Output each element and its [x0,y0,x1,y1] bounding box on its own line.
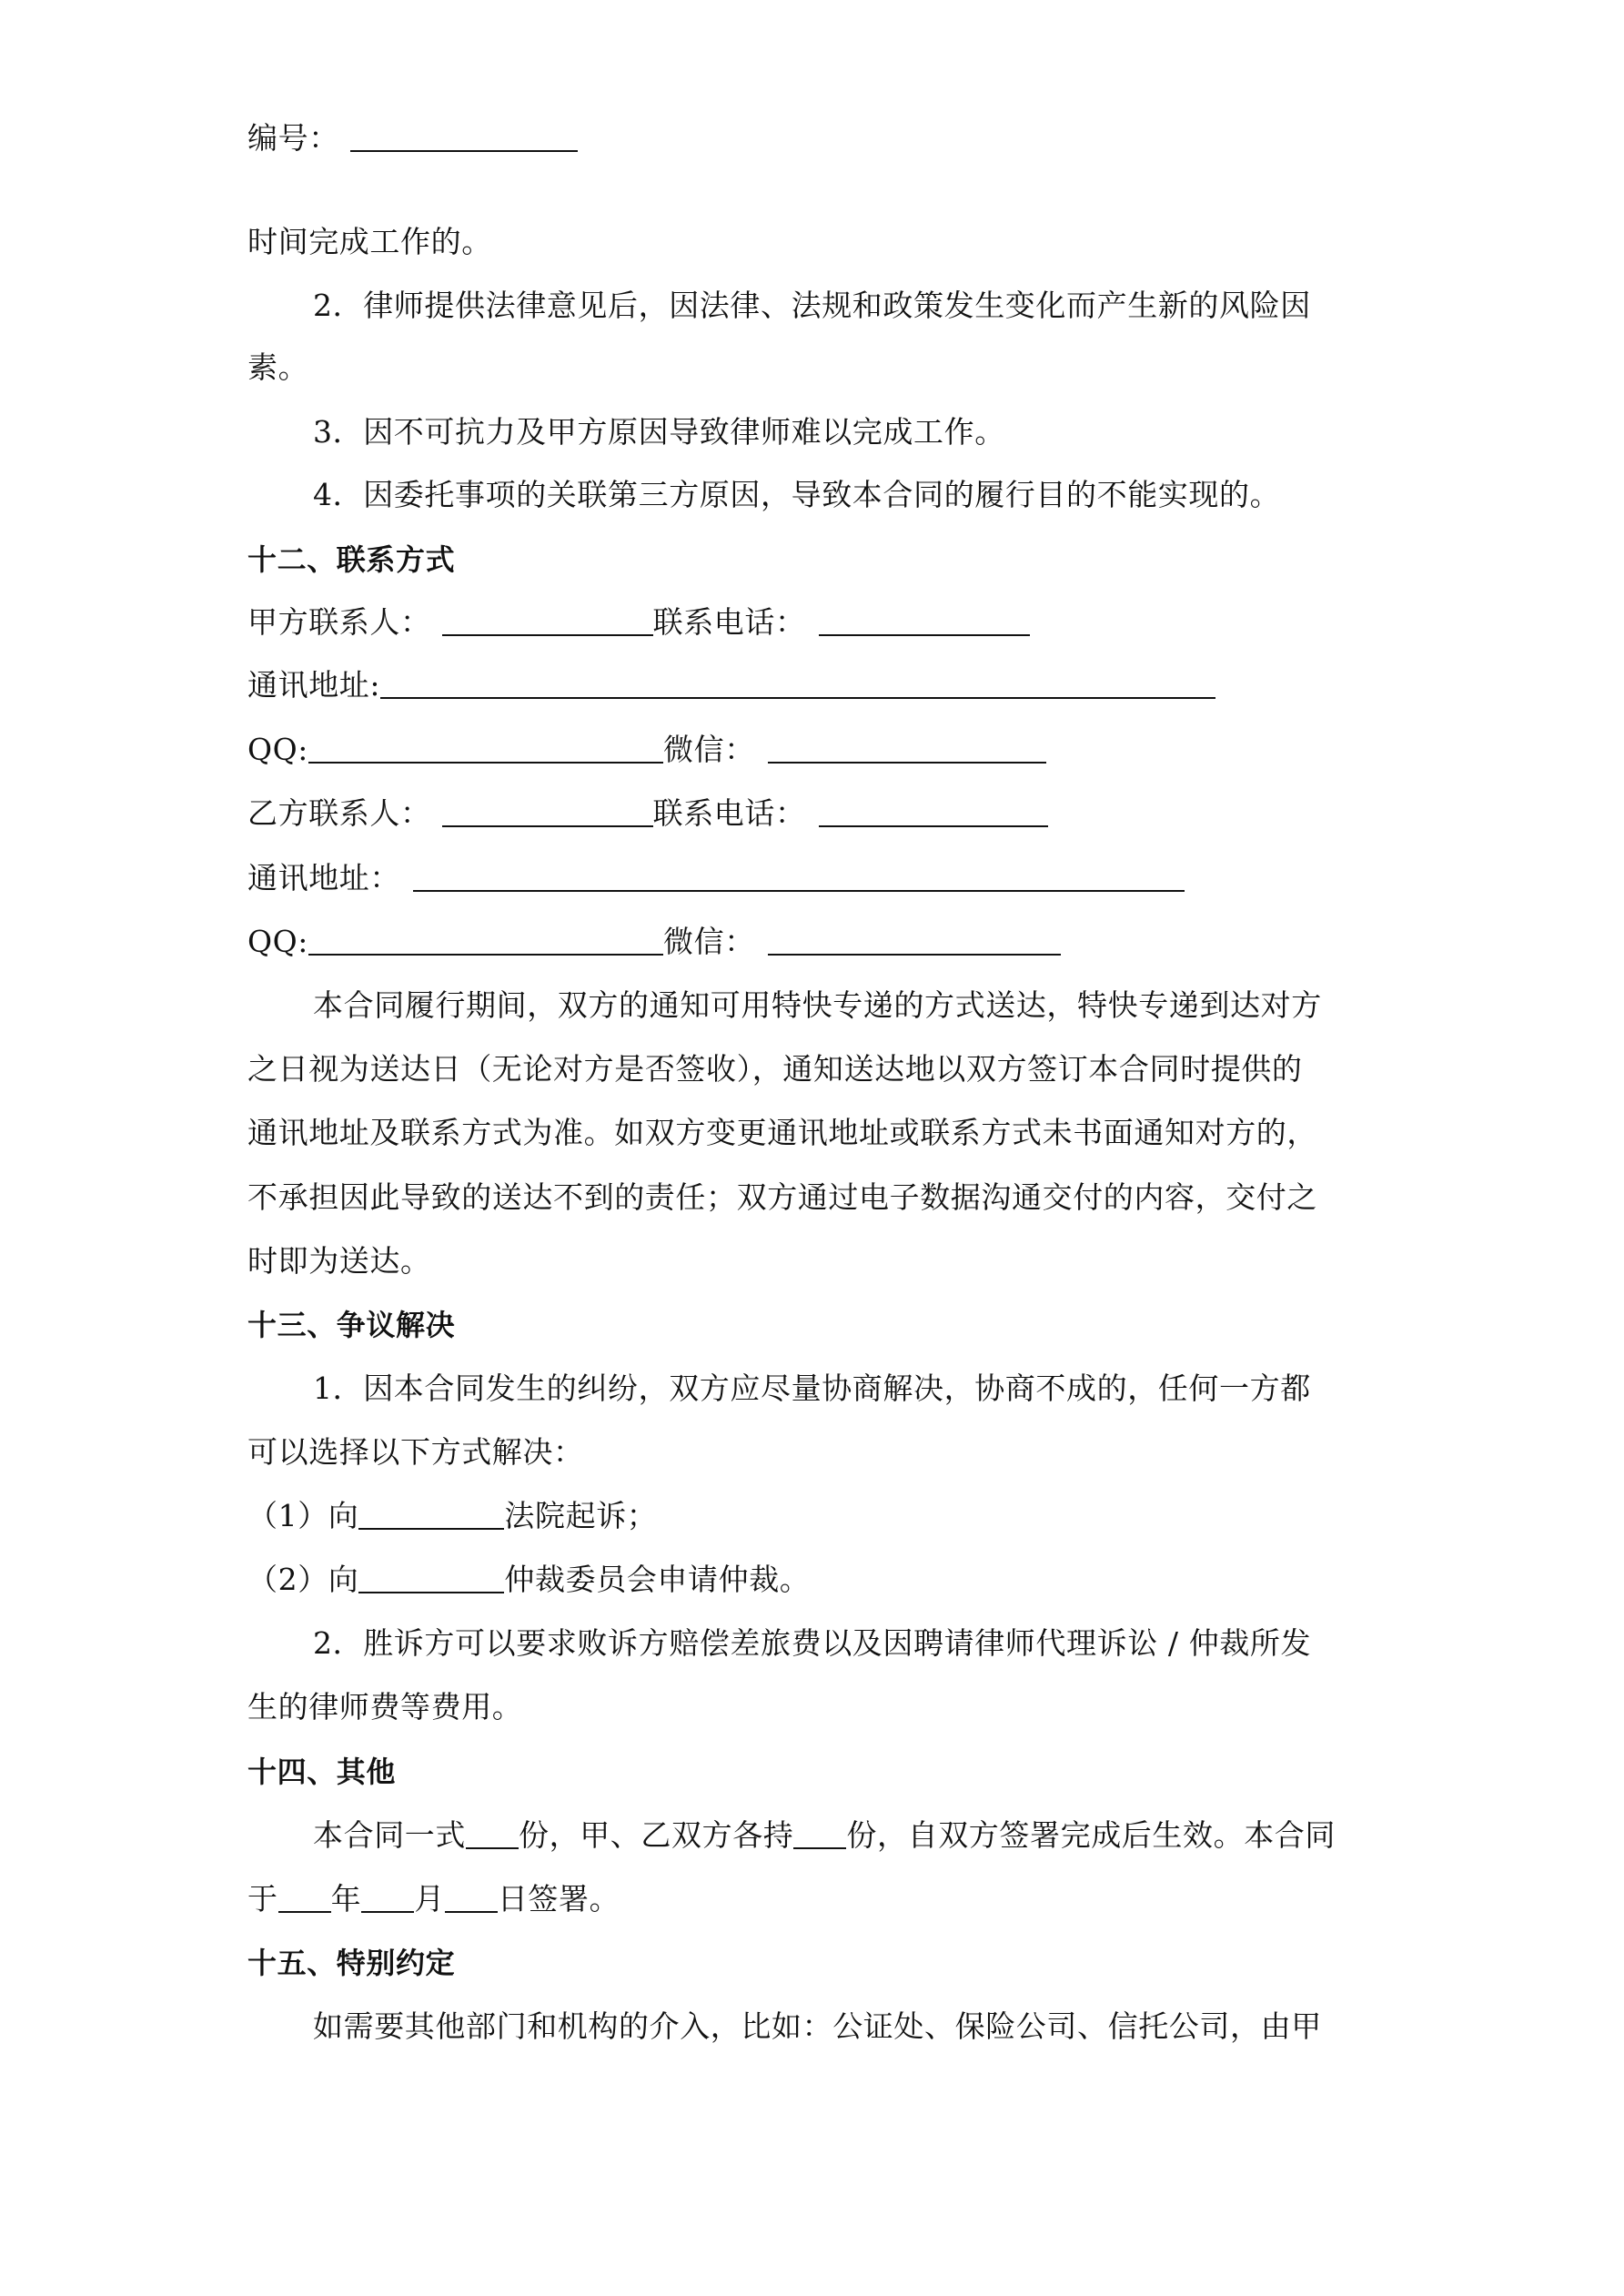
each-party-copies-field[interactable] [793,1820,846,1849]
month-field[interactable] [361,1884,414,1913]
party-b-address-field[interactable] [413,863,1185,892]
party-a-qq-label: QQ: [247,732,309,767]
section-14-title: 十四、其他 [247,1755,397,1789]
copies-text-b: 份，甲、乙双方各持 [519,1817,794,1853]
party-b-qq-row [247,924,1061,960]
paragraph-continuation: 时间完成工作的。 [247,224,492,259]
day-field[interactable] [445,1884,498,1913]
contract-number-field[interactable] [350,123,578,152]
court-option-suffix: 法院起诉； [504,1498,658,1533]
party-a-contact-label: 甲方联系人： [247,604,431,640]
date-text-year: 年 [330,1881,362,1917]
arbitration-name-field[interactable] [358,1564,504,1593]
notice-paragraph-line5: 时即为送达。 [247,1243,431,1279]
party-b-qq-field[interactable] [308,926,663,956]
notice-paragraph-line2: 之日视为送达日（无论对方是否签收），通知送达地以双方签订本合同时提供的 [247,1051,1303,1087]
notice-paragraph-line4: 不承担因此导致的送达不到的责任；双方通过电子数据沟通交付的内容，交付之 [247,1179,1317,1215]
party-a-contact-row [247,604,1030,641]
party-a-address-field[interactable] [380,670,1215,699]
party-a-wechat-field[interactable] [768,734,1046,764]
party-a-contact-field[interactable] [442,607,653,636]
date-text-month: 月 [414,1881,445,1917]
party-b-contact-field[interactable] [442,798,653,827]
court-option-prefix: （1）向 [247,1498,359,1533]
party-b-address-row [247,860,1185,896]
dispute-item-2-line1: 2．胜诉方可以要求败诉方赔偿差旅费以及因聘请律师代理诉讼 / 仲裁所发 [313,1625,1312,1661]
dispute-option-court [247,1498,657,1534]
party-b-wechat-label: 微信： [663,924,755,959]
contract-number-row [247,120,578,157]
party-a-qq-row [247,732,1046,768]
clause-item-3: 3．因不可抗力及甲方原因导致律师难以完成工作。 [313,414,1005,450]
party-a-phone-field[interactable] [819,607,1030,636]
party-b-phone-field[interactable] [819,798,1048,827]
section-12-title: 十二、联系方式 [247,542,456,577]
date-text-day: 日签署。 [497,1881,620,1917]
party-b-qq-label: QQ: [247,924,309,959]
notice-paragraph-line3: 通讯地址及联系方式为准。如双方变更通讯地址或联系方式未书面通知对方的， [247,1115,1317,1150]
year-field[interactable] [278,1884,331,1913]
clause-item-4: 4．因委托事项的关联第三方原因，导致本合同的履行目的不能实现的。 [313,477,1281,512]
section-13-title: 十三、争议解决 [247,1308,456,1342]
total-copies-field[interactable] [466,1820,519,1849]
party-a-address-label: 通讯地址: [247,667,381,703]
party-a-address-row [247,667,1215,703]
party-b-contact-row [247,795,1048,832]
clause-item-2-line1: 2．律师提供法律意见后，因法律、法规和政策发生变化而产生新的风险因 [313,288,1311,323]
party-b-contact-label: 乙方联系人： [247,795,431,831]
arbitration-option-suffix: 仲裁委员会申请仲裁。 [504,1562,811,1597]
dispute-item-1-line2: 可以选择以下方式解决： [247,1434,584,1470]
arbitration-option-prefix: （2）向 [247,1562,359,1597]
party-b-address-label: 通讯地址： [247,860,400,895]
contract-number-label: 编号： [247,120,339,156]
copies-text-c: 份，自双方签署完成后生效。本合同 [846,1817,1337,1853]
party-a-phone-label: 联系电话： [652,604,806,640]
dispute-option-arbitration [247,1562,810,1598]
clause-item-2-line2: 素。 [247,349,309,385]
copies-line [313,1817,1336,1854]
special-terms-line1: 如需要其他部门和机构的介入，比如：公证处、保险公司、信托公司，由甲 [313,2008,1322,2044]
notice-paragraph-line1: 本合同履行期间，双方的通知可用特快专递的方式送达，特快专递到达对方 [313,987,1322,1023]
copies-text-a: 本合同一式 [313,1817,466,1853]
date-text-a: 于 [247,1881,278,1917]
party-b-phone-label: 联系电话： [652,795,806,831]
dispute-item-1-line1: 1．因本合同发生的纠纷，双方应尽量协商解决，协商不成的，任何一方都 [313,1371,1311,1406]
section-15-title: 十五、特别约定 [247,1946,456,1980]
party-a-qq-field[interactable] [308,734,663,764]
party-a-wechat-label: 微信： [663,732,755,767]
dispute-item-2-line2: 生的律师费等费用。 [247,1689,523,1725]
court-name-field[interactable] [358,1501,504,1530]
signing-date-line [247,1881,620,1917]
party-b-wechat-field[interactable] [768,926,1061,956]
